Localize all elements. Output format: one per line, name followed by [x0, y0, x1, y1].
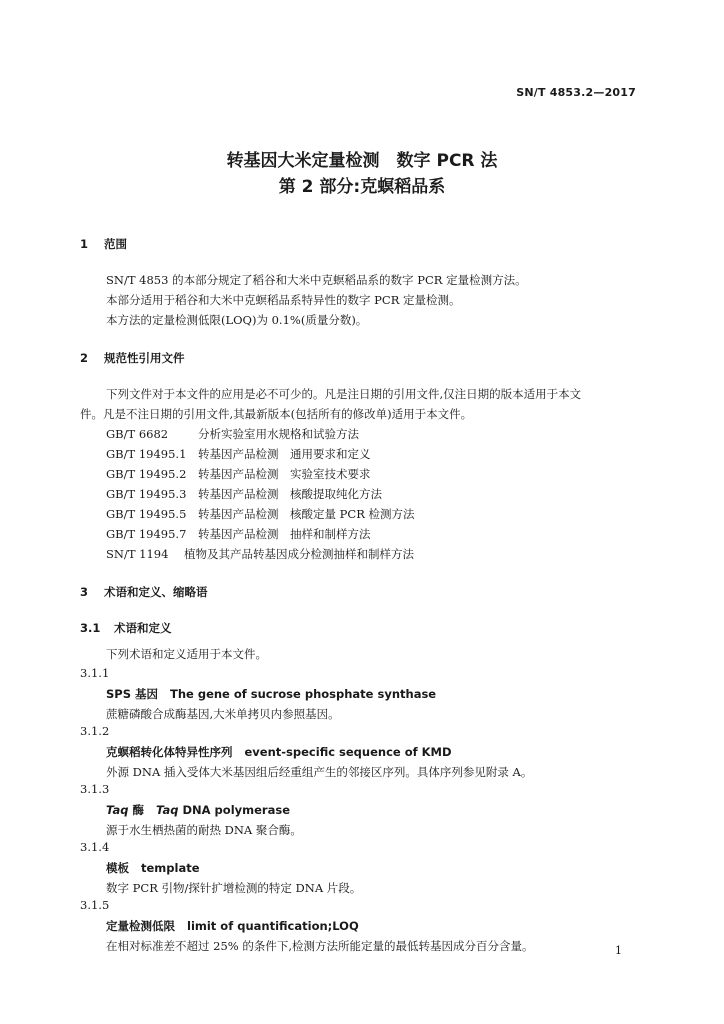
term-english: template [141, 861, 200, 875]
scope-paragraph-1: SN/T 4853 的本部分规定了稻谷和大米中克螟稻品系的数字 PCR 定量检测方法。 [106, 273, 527, 287]
term-chinese: 模板 [106, 861, 129, 875]
section-3-heading [80, 584, 208, 600]
term-number: 3.1.1 [80, 666, 110, 680]
reference-title: 转基因产品检测 抽样和制样方法 [198, 527, 371, 541]
term-english: The gene of sucrose phosphate synthase [170, 687, 437, 701]
section-title: 规范性引用文件 [104, 351, 185, 365]
references-intro-line-1: 下列文件对于本文件的应用是必不可少的。凡是注日期的引用文件,仅注日期的版本适用于本文 [106, 387, 582, 401]
section-number: 3 [80, 585, 89, 599]
reference-code: GB/T 19495.5 [106, 507, 187, 521]
term-chinese: 定量检测低限 [106, 919, 175, 933]
reference-code: GB/T 19495.1 [106, 447, 187, 461]
subsection-3-1-heading [80, 620, 172, 636]
term-number: 3.1.4 [80, 840, 110, 854]
term-heading [106, 918, 359, 934]
section-title: 术语和定义、缩略语 [104, 585, 208, 599]
document-title: 转基因大米定量检测 数字 PCR 法 [226, 151, 498, 171]
reference-item [106, 466, 371, 482]
term-english: event-specific sequence of KMD [244, 745, 452, 759]
document-subtitle: 第 2 部分:克螟稻品系 [278, 177, 446, 197]
term-number: 3.1.5 [80, 898, 110, 912]
term-chinese: SPS 基因 [106, 687, 158, 701]
standard-number: SN/T 4853.2—2017 [516, 86, 636, 99]
reference-title: 转基因产品检测 通用要求和定义 [198, 447, 371, 461]
reference-title: 植物及其产品转基因成分检测抽样和制样方法 [184, 547, 414, 561]
reference-item [106, 526, 371, 542]
term-chinese: 酶 [128, 803, 144, 817]
section-1-heading [80, 236, 127, 252]
reference-item [106, 506, 415, 522]
reference-title: 转基因产品检测 实验室技术要求 [198, 467, 371, 481]
term-number: 3.1.3 [80, 782, 110, 796]
term-english: limit of quantification;LOQ [187, 919, 359, 933]
reference-item [106, 426, 359, 442]
term-definition: 在相对标准差不超过 25% 的条件下,检测方法所能定量的最低转基因成分百分含量。 [106, 939, 534, 953]
reference-code: GB/T 19495.7 [106, 527, 187, 541]
term-heading [106, 686, 436, 702]
scope-paragraph-2: 本部分适用于稻谷和大米中克螟稻品系特异性的数字 PCR 定量检测。 [106, 293, 461, 307]
term-definition: 蔗糖磷酸合成酶基因,大米单拷贝内参照基因。 [106, 707, 340, 721]
page-number: 1 [615, 944, 622, 957]
section-number: 2 [80, 351, 89, 365]
reference-title: 转基因产品检测 核酸提取纯化方法 [198, 487, 382, 501]
term-chinese-italic: Taq [106, 803, 129, 817]
section-number: 1 [80, 237, 89, 251]
reference-code: GB/T 19495.3 [106, 487, 187, 501]
term-definition: 源于水生栖热菌的耐热 DNA 聚合酶。 [106, 823, 302, 837]
reference-item [106, 446, 371, 462]
scope-paragraph-3: 本方法的定量检测低限(LOQ)为 0.1%(质量分数)。 [106, 313, 368, 327]
term-english: DNA polymerase [178, 803, 290, 817]
term-heading [106, 802, 290, 818]
reference-title: 分析实验室用水规格和试验方法 [198, 427, 359, 441]
subsection-number: 3.1 [80, 621, 101, 635]
term-heading [106, 744, 452, 760]
term-english-italic: Taq [156, 803, 179, 817]
reference-title: 转基因产品检测 核酸定量 PCR 检测方法 [198, 507, 415, 521]
reference-item [106, 546, 414, 562]
reference-code: GB/T 6682 [106, 427, 169, 441]
terms-intro: 下列术语和定义适用于本文件。 [106, 647, 267, 661]
term-chinese: 克螟稻转化体特异性序列 [106, 745, 233, 759]
term-definition: 外源 DNA 插入受体大米基因组后经重组产生的邻接区序列。具体序列参见附录 A。 [106, 765, 533, 779]
term-heading [106, 860, 200, 876]
references-intro-line-2: 件。凡是不注日期的引用文件,其最新版本(包括所有的修改单)适用于本文件。 [80, 407, 473, 421]
section-title: 范围 [104, 237, 127, 251]
section-2-heading [80, 350, 185, 366]
term-definition: 数字 PCR 引物/探针扩增检测的特定 DNA 片段。 [106, 881, 362, 895]
reference-code: SN/T 1194 [106, 547, 169, 561]
reference-code: GB/T 19495.2 [106, 467, 187, 481]
reference-item [106, 486, 382, 502]
subsection-title: 术语和定义 [114, 621, 172, 635]
term-number: 3.1.2 [80, 724, 110, 738]
